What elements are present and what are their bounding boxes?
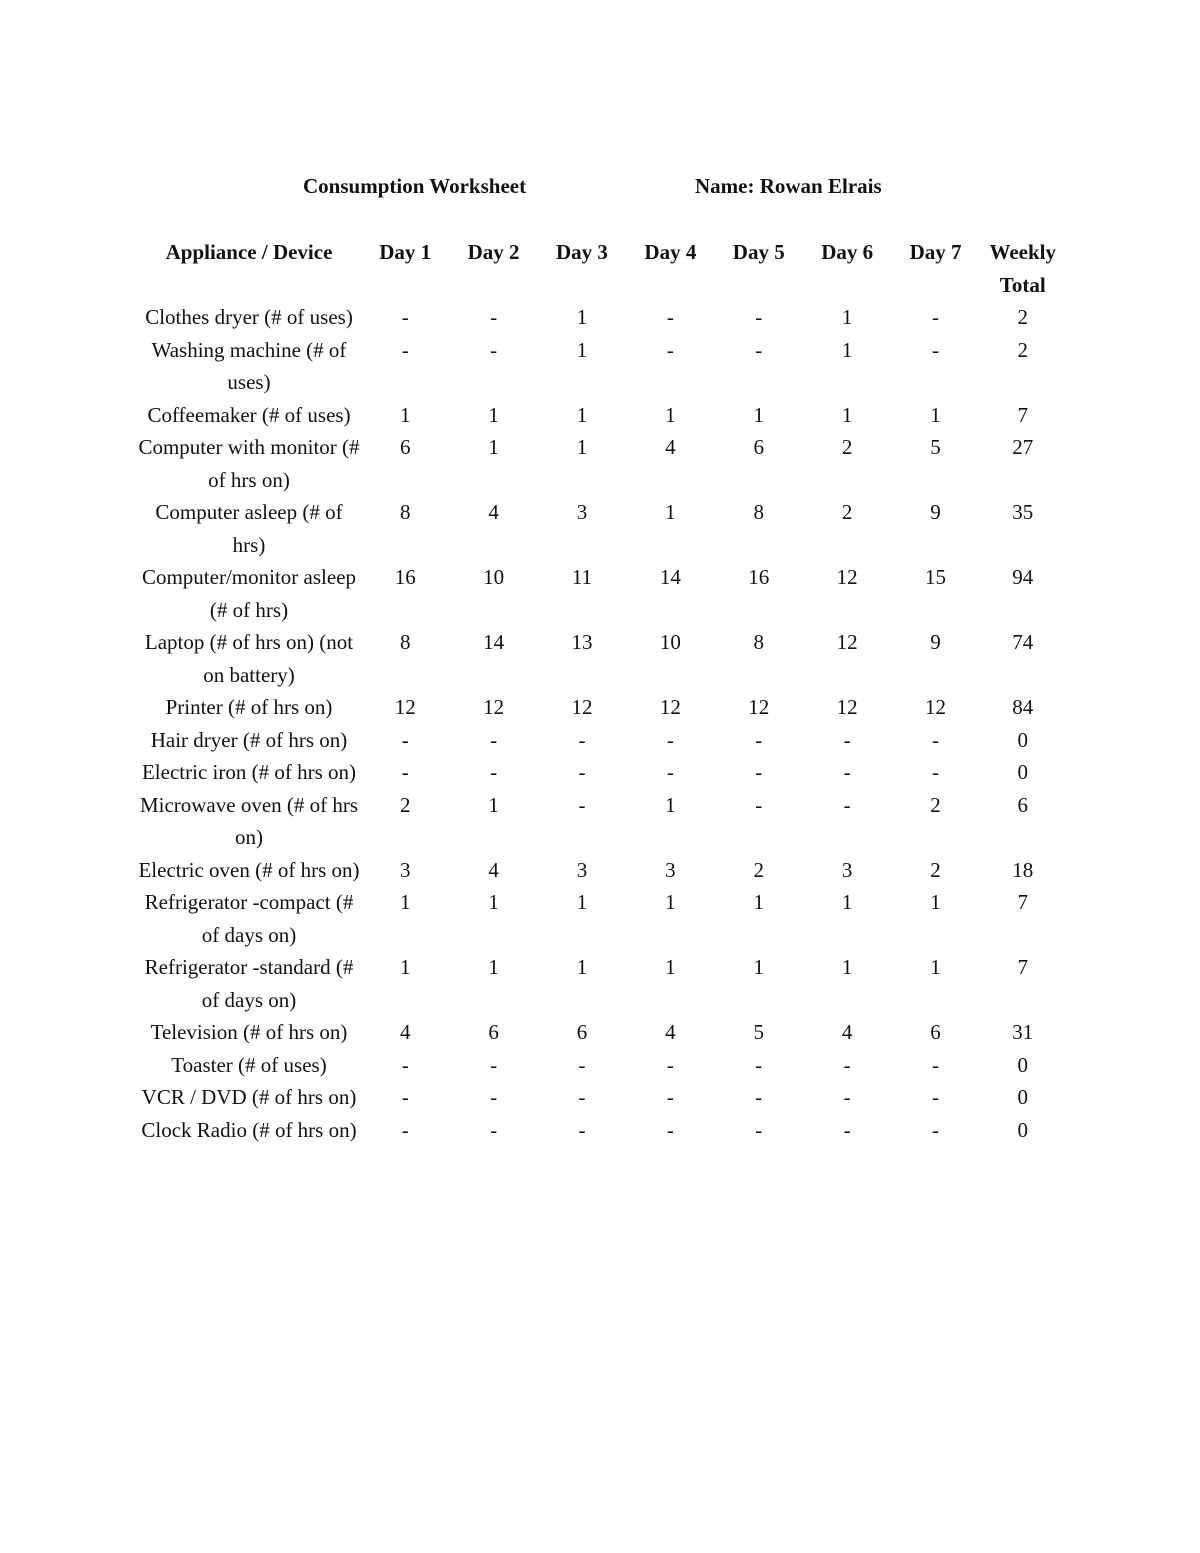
- day-value-cell: 1: [753, 955, 764, 979]
- day-value-cell: -: [932, 760, 940, 784]
- day-value-cell: -: [843, 792, 851, 817]
- day-value-cell: 8: [399, 500, 411, 524]
- day-value-cell: -: [843, 727, 851, 752]
- day-value-cell: 1: [488, 402, 499, 427]
- appliance-cell: Clock Radio (# of hrs on): [141, 1117, 357, 1142]
- appliance-cell: Microwave oven (# of hrs on): [139, 792, 359, 849]
- table-row: [137, 334, 1066, 399]
- day-value-cell: 1: [488, 890, 499, 914]
- day-value-cell: 2: [753, 857, 764, 882]
- appliance-cell: Television (# of hrs on): [150, 1020, 348, 1044]
- column-header: Weekly Total: [989, 240, 1056, 297]
- table-row: [137, 1114, 1066, 1147]
- appliance-cell: Electric oven (# of hrs on): [138, 857, 360, 882]
- day-value-cell: 8: [753, 500, 764, 524]
- day-value-cell: -: [401, 760, 409, 784]
- day-value-cell: -: [578, 792, 586, 817]
- day-value-cell: 1: [753, 402, 764, 427]
- day-value-cell: 1: [930, 890, 941, 914]
- day-value-cell: 2: [841, 500, 853, 524]
- day-value-cell: 1: [576, 305, 588, 329]
- table-row: [137, 496, 1066, 561]
- day-value-cell: -: [578, 727, 586, 752]
- day-value-cell: 1: [576, 402, 588, 427]
- day-value-cell: -: [666, 1052, 674, 1077]
- table-header-row: [137, 236, 1066, 301]
- day-value-cell: 3: [576, 857, 588, 882]
- day-value-cell: 1: [841, 955, 853, 979]
- day-value-cell: 6: [576, 1020, 588, 1044]
- day-value-cell: 15: [925, 565, 947, 589]
- day-value-cell: -: [932, 1052, 940, 1077]
- appliance-cell: Laptop (# of hrs on) (not on battery): [144, 630, 354, 687]
- day-value-cell: 16: [748, 565, 770, 589]
- table-row: [137, 1081, 1066, 1114]
- weekly-total-cell: 74: [1012, 630, 1034, 654]
- day-value-cell: 10: [483, 565, 505, 589]
- column-header: Day 4: [644, 240, 697, 264]
- day-value-cell: -: [490, 727, 498, 752]
- day-value-cell: 11: [571, 565, 593, 589]
- day-value-cell: -: [490, 305, 498, 329]
- day-value-cell: 1: [665, 890, 676, 914]
- weekly-total-cell: 6: [1017, 792, 1028, 817]
- day-value-cell: -: [755, 727, 763, 752]
- table-row: [137, 724, 1066, 757]
- day-value-cell: 1: [488, 792, 499, 817]
- day-value-cell: 4: [399, 1020, 411, 1044]
- appliance-cell: Electric iron (# of hrs on): [141, 760, 356, 784]
- day-value-cell: -: [490, 337, 498, 362]
- day-value-cell: 9: [930, 500, 941, 524]
- table-row: [137, 431, 1066, 496]
- day-value-cell: -: [490, 1085, 498, 1109]
- day-value-cell: 6: [753, 435, 764, 459]
- day-value-cell: 1: [841, 337, 853, 362]
- column-header: Day 5: [732, 240, 785, 264]
- day-value-cell: 12: [836, 695, 858, 719]
- appliance-cell: Toaster (# of uses): [171, 1052, 327, 1077]
- day-value-cell: 1: [665, 500, 676, 524]
- day-value-cell: 5: [930, 435, 941, 459]
- day-value-cell: 2: [399, 792, 411, 817]
- day-value-cell: -: [578, 1117, 586, 1142]
- day-value-cell: 1: [665, 955, 676, 979]
- day-value-cell: -: [755, 760, 763, 784]
- day-value-cell: -: [755, 305, 763, 329]
- weekly-total-cell: 7: [1017, 402, 1028, 427]
- day-value-cell: 14: [659, 565, 681, 589]
- day-value-cell: 12: [836, 565, 858, 589]
- page-header: [0, 170, 1200, 210]
- table-row: [137, 399, 1066, 432]
- weekly-total-cell: 7: [1017, 890, 1028, 914]
- day-value-cell: -: [843, 1117, 851, 1142]
- day-value-cell: 14: [483, 630, 505, 654]
- day-value-cell: -: [401, 305, 409, 329]
- weekly-total-cell: 35: [1012, 500, 1034, 524]
- day-value-cell: -: [932, 1085, 940, 1109]
- day-value-cell: 2: [930, 792, 941, 817]
- table-row: [137, 886, 1066, 951]
- table-row: [137, 756, 1066, 789]
- day-value-cell: -: [666, 1117, 674, 1142]
- table-row: [137, 626, 1066, 691]
- appliance-cell: Computer with monitor (# of hrs on): [138, 435, 360, 492]
- day-value-cell: 1: [576, 890, 588, 914]
- day-value-cell: -: [932, 337, 940, 362]
- page-title: Consumption Worksheet: [303, 174, 527, 198]
- day-value-cell: 4: [841, 1020, 853, 1044]
- day-value-cell: 16: [394, 565, 416, 589]
- day-value-cell: 8: [399, 630, 411, 654]
- day-value-cell: 1: [576, 435, 588, 459]
- appliance-cell: VCR / DVD (# of hrs on): [141, 1085, 357, 1109]
- day-value-cell: 12: [836, 630, 858, 654]
- student-name: Name: Rowan Elrais: [695, 174, 882, 198]
- weekly-total-cell: 2: [1017, 305, 1028, 329]
- weekly-total-cell: 7: [1017, 955, 1028, 979]
- day-value-cell: -: [578, 1085, 586, 1109]
- table-row: [137, 951, 1066, 1016]
- day-value-cell: 1: [576, 955, 588, 979]
- day-value-cell: 6: [488, 1020, 499, 1044]
- weekly-total-cell: 0: [1017, 1052, 1028, 1077]
- appliance-cell: Refrigerator -compact (# of days on): [144, 890, 354, 947]
- day-value-cell: 4: [488, 857, 499, 882]
- table-row: [137, 1049, 1066, 1082]
- day-value-cell: -: [578, 760, 586, 784]
- day-value-cell: -: [578, 1052, 586, 1077]
- day-value-cell: -: [401, 1085, 409, 1109]
- table-row: [137, 1016, 1066, 1049]
- weekly-total-cell: 27: [1012, 435, 1034, 459]
- day-value-cell: -: [932, 1117, 940, 1142]
- day-value-cell: 1: [488, 435, 499, 459]
- day-value-cell: -: [666, 727, 674, 752]
- weekly-total-cell: 18: [1012, 857, 1034, 882]
- table-row: [137, 789, 1066, 854]
- day-value-cell: 3: [841, 857, 853, 882]
- day-value-cell: 1: [488, 955, 499, 979]
- day-value-cell: 4: [665, 435, 676, 459]
- day-value-cell: 1: [576, 337, 588, 362]
- day-value-cell: 12: [571, 695, 593, 719]
- day-value-cell: -: [843, 760, 851, 784]
- day-value-cell: -: [666, 305, 674, 329]
- day-value-cell: -: [401, 1117, 409, 1142]
- day-value-cell: 3: [665, 857, 676, 882]
- day-value-cell: 1: [841, 305, 853, 329]
- table-row: [137, 561, 1066, 626]
- day-value-cell: -: [755, 1117, 763, 1142]
- day-value-cell: -: [755, 1052, 763, 1077]
- day-value-cell: -: [755, 337, 763, 362]
- day-value-cell: 2: [841, 435, 853, 459]
- day-value-cell: 1: [841, 402, 853, 427]
- day-value-cell: 3: [399, 857, 411, 882]
- day-value-cell: 5: [753, 1020, 764, 1044]
- appliance-cell: Coffeemaker (# of uses): [147, 402, 351, 427]
- day-value-cell: 12: [748, 695, 770, 719]
- day-value-cell: 12: [483, 695, 505, 719]
- day-value-cell: -: [755, 792, 763, 817]
- day-value-cell: 3: [576, 500, 588, 524]
- day-value-cell: 1: [399, 402, 411, 427]
- day-value-cell: -: [843, 1085, 851, 1109]
- day-value-cell: 1: [930, 955, 941, 979]
- consumption-table: [137, 236, 1066, 1146]
- appliance-cell: Clothes dryer (# of uses): [145, 305, 353, 329]
- day-value-cell: -: [843, 1052, 851, 1077]
- column-header: Day 7: [909, 240, 962, 264]
- day-value-cell: 6: [399, 435, 411, 459]
- day-value-cell: 12: [394, 695, 416, 719]
- column-header: Day 2: [467, 240, 520, 264]
- day-value-cell: 2: [930, 857, 941, 882]
- day-value-cell: 4: [488, 500, 499, 524]
- day-value-cell: 10: [659, 630, 681, 654]
- day-value-cell: -: [755, 1085, 763, 1109]
- day-value-cell: -: [490, 1052, 498, 1077]
- day-value-cell: -: [666, 1085, 674, 1109]
- appliance-cell: Washing machine (# of uses): [151, 337, 347, 394]
- day-value-cell: -: [932, 305, 940, 329]
- table-row: [137, 301, 1066, 334]
- day-value-cell: 1: [399, 890, 411, 914]
- day-value-cell: 4: [665, 1020, 676, 1044]
- weekly-total-cell: 0: [1017, 1117, 1028, 1142]
- appliance-cell: Refrigerator -standard (# of days on): [144, 955, 354, 1012]
- column-header: Day 1: [379, 240, 432, 264]
- appliance-cell: Computer asleep (# of hrs): [155, 500, 343, 557]
- day-value-cell: 9: [930, 630, 941, 654]
- day-value-cell: 1: [841, 890, 853, 914]
- appliance-cell: Printer (# of hrs on): [165, 695, 333, 719]
- column-header: Day 6: [821, 240, 874, 264]
- appliance-cell: Hair dryer (# of hrs on): [150, 727, 348, 752]
- weekly-total-cell: 94: [1012, 565, 1034, 589]
- appliance-cell: Computer/monitor asleep (# of hrs): [141, 565, 357, 622]
- day-value-cell: 6: [930, 1020, 941, 1044]
- weekly-total-cell: 0: [1017, 1085, 1028, 1109]
- weekly-total-cell: 0: [1017, 727, 1028, 752]
- day-value-cell: 12: [659, 695, 681, 719]
- day-value-cell: 1: [930, 402, 941, 427]
- table-row: [137, 691, 1066, 724]
- day-value-cell: -: [401, 1052, 409, 1077]
- column-header: Appliance / Device: [165, 240, 333, 264]
- day-value-cell: -: [490, 760, 498, 784]
- day-value-cell: -: [401, 727, 409, 752]
- day-value-cell: 13: [571, 630, 593, 654]
- day-value-cell: -: [666, 760, 674, 784]
- weekly-total-cell: 31: [1012, 1020, 1034, 1044]
- day-value-cell: -: [401, 337, 409, 362]
- day-value-cell: 1: [665, 402, 676, 427]
- table-row: [137, 854, 1066, 887]
- day-value-cell: 12: [925, 695, 947, 719]
- day-value-cell: 1: [665, 792, 676, 817]
- day-value-cell: 1: [399, 955, 411, 979]
- day-value-cell: 8: [753, 630, 764, 654]
- day-value-cell: -: [490, 1117, 498, 1142]
- weekly-total-cell: 0: [1017, 760, 1028, 784]
- day-value-cell: 1: [753, 890, 764, 914]
- weekly-total-cell: 84: [1012, 695, 1034, 719]
- weekly-total-cell: 2: [1017, 337, 1028, 362]
- day-value-cell: -: [932, 727, 940, 752]
- day-value-cell: -: [666, 337, 674, 362]
- table-body: [137, 301, 1066, 1146]
- column-header: Day 3: [556, 240, 608, 264]
